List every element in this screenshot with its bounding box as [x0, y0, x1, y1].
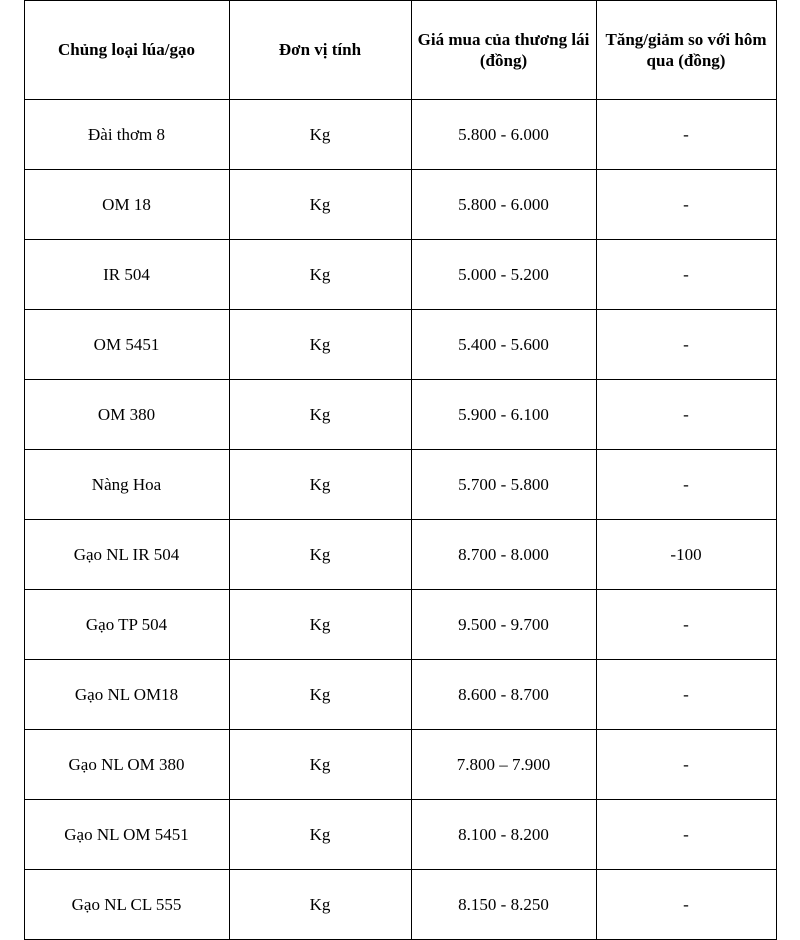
table-row: [24, 870, 776, 940]
column-header-change: Tăng/giảm so với hôm qua (đồng): [596, 1, 776, 100]
cell-price: 8.600 - 8.700: [411, 660, 596, 730]
cell-unit: Kg: [229, 100, 411, 170]
cell-change: -100: [596, 520, 776, 590]
cell-change: -: [596, 170, 776, 240]
cell-unit: Kg: [229, 730, 411, 800]
cell-unit: Kg: [229, 590, 411, 660]
cell-price: 5.400 - 5.600: [411, 310, 596, 380]
cell-product: Gạo NL OM 380: [24, 730, 229, 800]
table-row: [24, 590, 776, 660]
table-row: [24, 310, 776, 380]
cell-change: -: [596, 100, 776, 170]
cell-price: 8.150 - 8.250: [411, 870, 596, 940]
cell-change: -: [596, 450, 776, 520]
cell-product: OM 380: [24, 380, 229, 450]
cell-unit: Kg: [229, 450, 411, 520]
cell-product: IR 504: [24, 240, 229, 310]
table-row: [24, 730, 776, 800]
cell-product: Gạo NL IR 504: [24, 520, 229, 590]
cell-price: 5.900 - 6.100: [411, 380, 596, 450]
column-header-unit: Đơn vị tính: [229, 1, 411, 100]
cell-unit: Kg: [229, 660, 411, 730]
cell-change: -: [596, 380, 776, 450]
cell-change: -: [596, 660, 776, 730]
cell-price: 5.800 - 6.000: [411, 170, 596, 240]
cell-product: Gạo NL OM 5451: [24, 800, 229, 870]
table-row: [24, 100, 776, 170]
cell-unit: Kg: [229, 240, 411, 310]
cell-unit: Kg: [229, 800, 411, 870]
cell-price: 7.800 – 7.900: [411, 730, 596, 800]
cell-change: -: [596, 800, 776, 870]
table-row: [24, 450, 776, 520]
cell-price: 8.100 - 8.200: [411, 800, 596, 870]
cell-unit: Kg: [229, 870, 411, 940]
cell-change: -: [596, 240, 776, 310]
column-header-trader-price: Giá mua của thương lái (đồng): [411, 1, 596, 100]
cell-unit: Kg: [229, 310, 411, 380]
table-header: [24, 1, 776, 100]
cell-price: 8.700 - 8.000: [411, 520, 596, 590]
cell-product: Gạo NL CL 555: [24, 870, 229, 940]
cell-price: 9.500 - 9.700: [411, 590, 596, 660]
cell-change: -: [596, 870, 776, 940]
cell-product: Gạo TP 504: [24, 590, 229, 660]
cell-product: OM 18: [24, 170, 229, 240]
cell-change: -: [596, 310, 776, 380]
table-header-row: [24, 1, 776, 100]
cell-product: OM 5451: [24, 310, 229, 380]
cell-unit: Kg: [229, 170, 411, 240]
cell-product: Nàng Hoa: [24, 450, 229, 520]
cell-unit: Kg: [229, 380, 411, 450]
table-row: [24, 380, 776, 450]
column-header-product: Chủng loại lúa/gạo: [24, 1, 229, 100]
cell-price: 5.800 - 6.000: [411, 100, 596, 170]
rice-price-table: [24, 0, 777, 940]
table-body: [24, 100, 776, 940]
cell-price: 5.700 - 5.800: [411, 450, 596, 520]
cell-change: -: [596, 730, 776, 800]
cell-price: 5.000 - 5.200: [411, 240, 596, 310]
cell-change: -: [596, 590, 776, 660]
table-row: [24, 800, 776, 870]
table-row: [24, 520, 776, 590]
table-row: [24, 240, 776, 310]
cell-unit: Kg: [229, 520, 411, 590]
table-row: [24, 660, 776, 730]
cell-product: Gạo NL OM18: [24, 660, 229, 730]
cell-product: Đài thơm 8: [24, 100, 229, 170]
table-row: [24, 170, 776, 240]
